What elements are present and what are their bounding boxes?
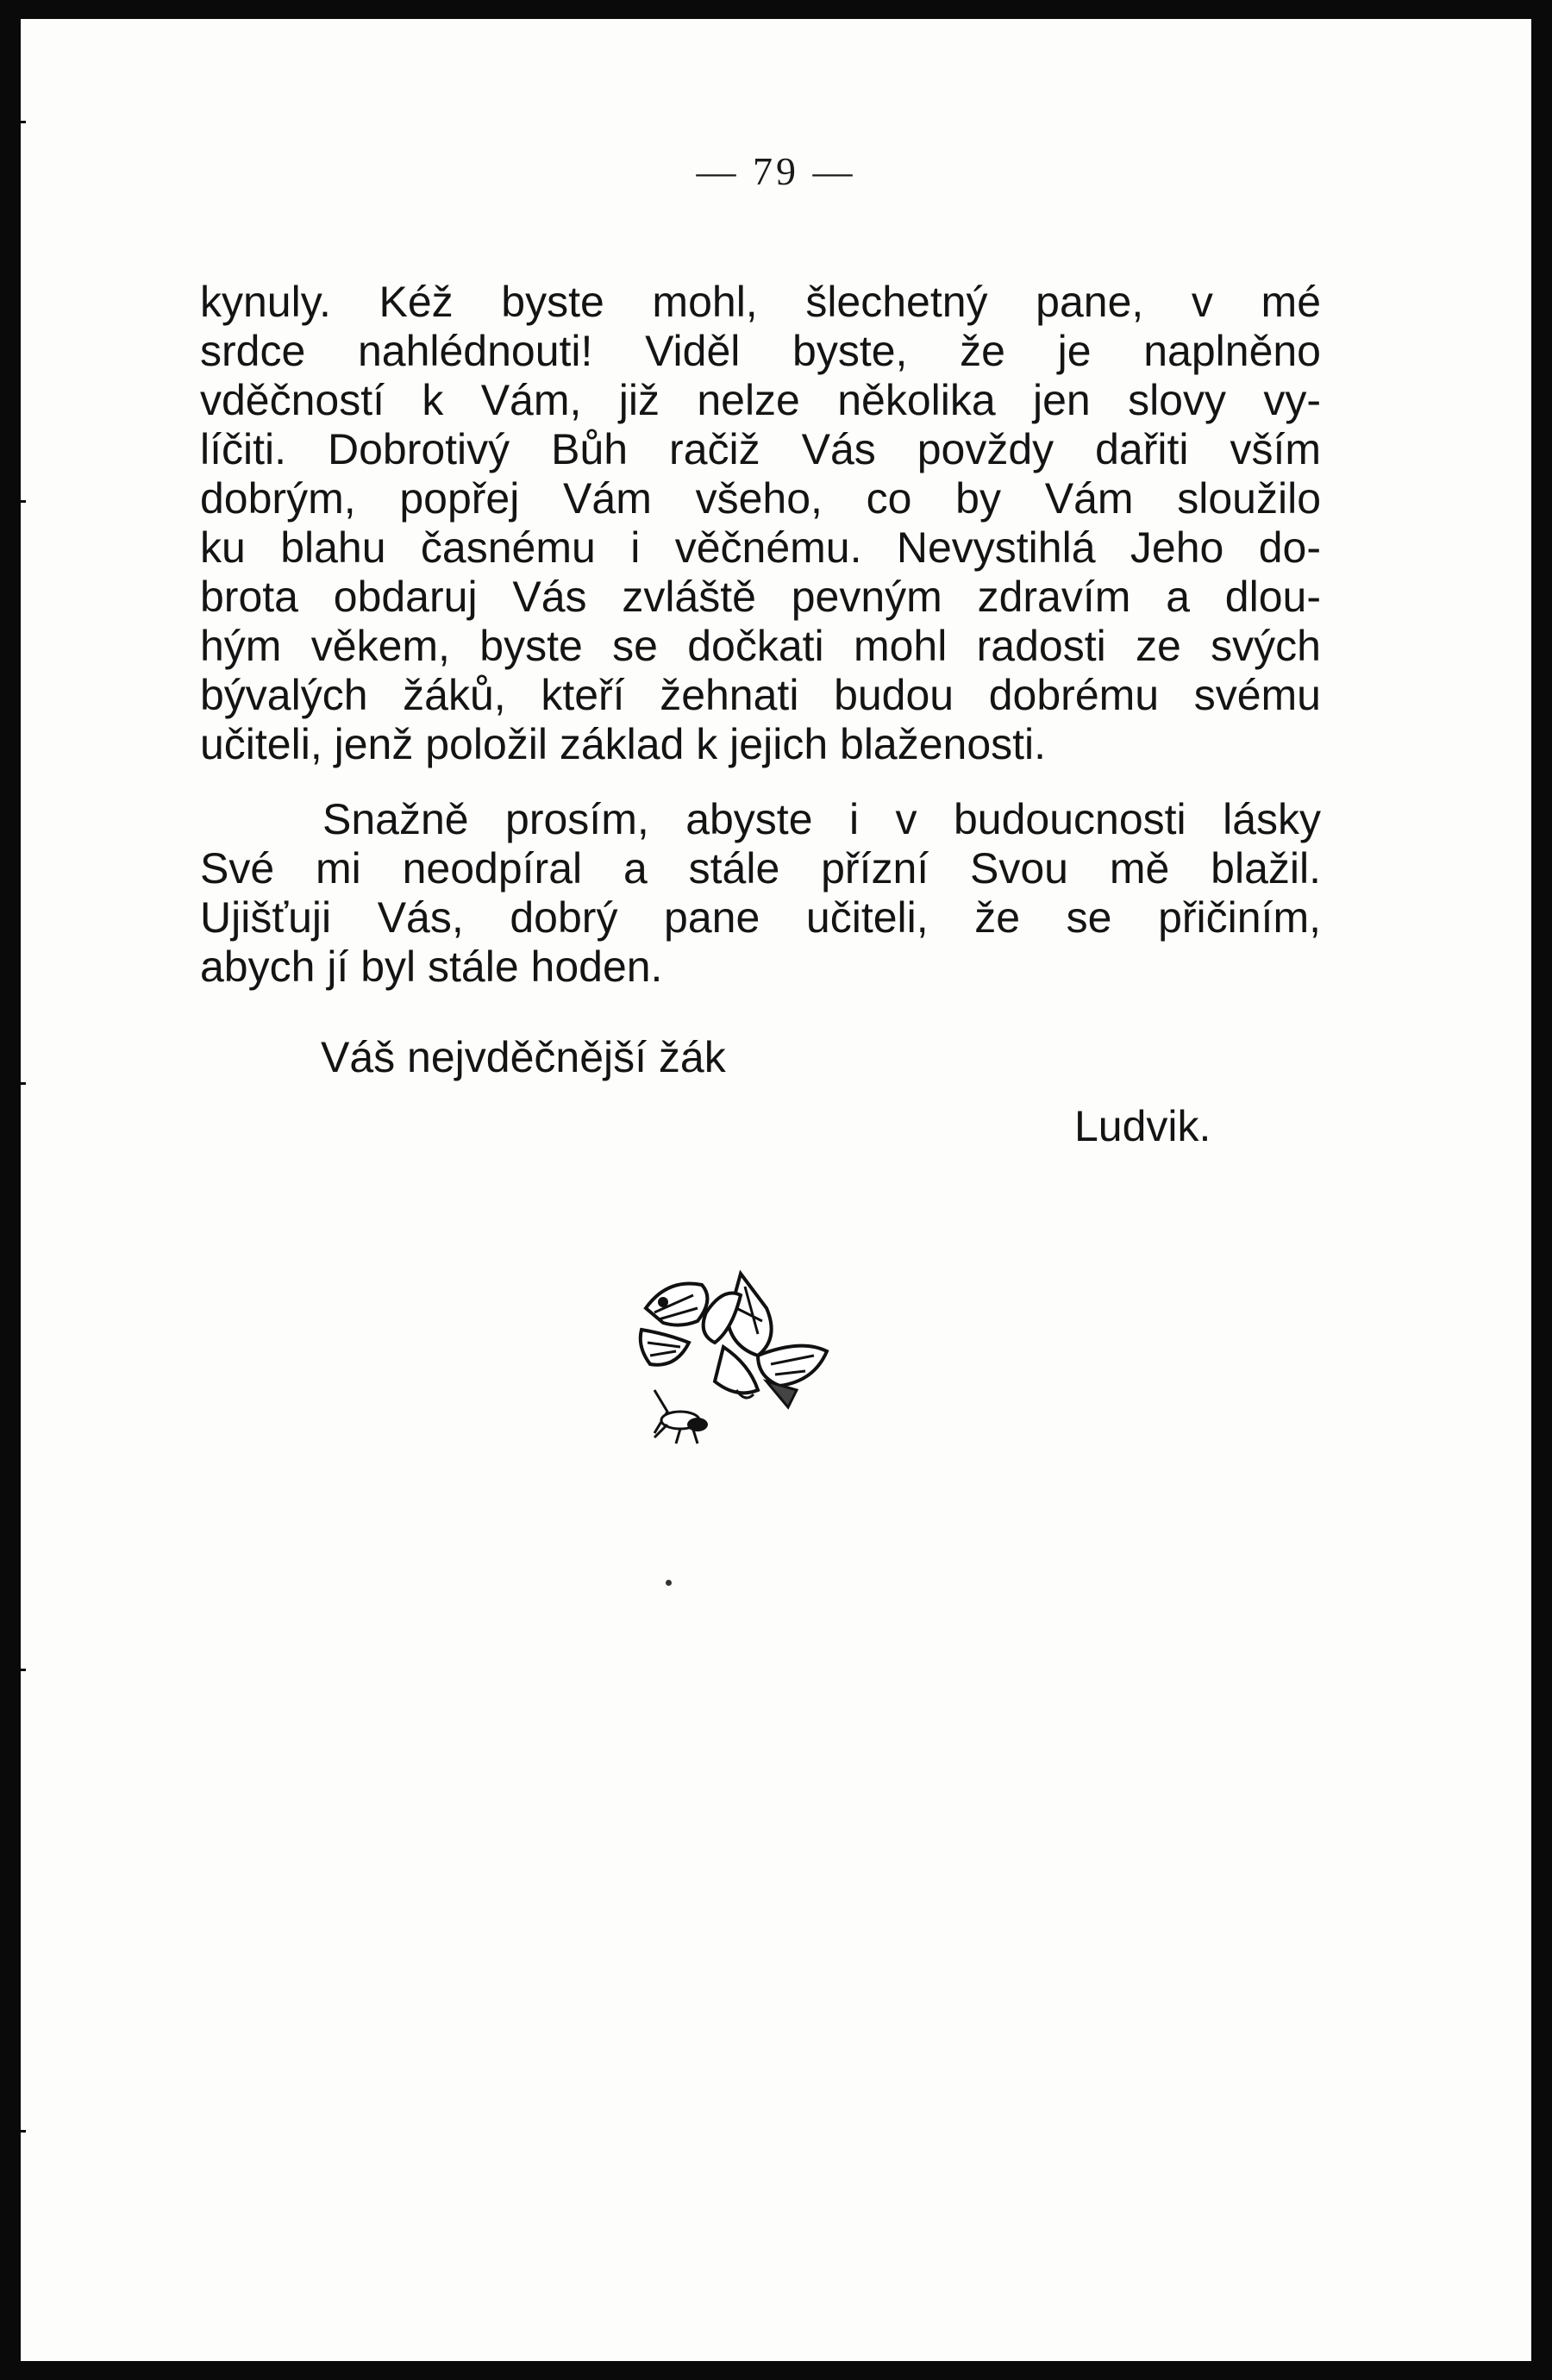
scan-border-left: [0, 0, 21, 2380]
ink-speck: [666, 1580, 672, 1586]
text-line: Své mi neodpíral a stále přízní Svou mě blažil.: [200, 844, 1321, 892]
text-line: abych jí byl stále hoden.: [200, 943, 663, 991]
text-line: brota obdaruj Vás zvláště pevným zdravím a dlou-: [200, 573, 1321, 621]
text-line: ku blahu časnému i věčnému. Nevystihlá Jeho do-: [200, 523, 1321, 572]
text-line: kynuly. Kéž byste mohl, šlechetný pane, v mé: [200, 278, 1321, 326]
paragraph-1: [200, 278, 1321, 769]
text-line: bývalých žáků, kteří žehnati budou dobrému svému: [200, 671, 1321, 719]
signature: Ludvik.: [1074, 1102, 1211, 1150]
book-page: [21, 19, 1531, 2361]
paragraph-2: [200, 795, 1321, 992]
scan-border-top: [0, 0, 1552, 19]
text-line: Snažně prosím, abyste i v budoucnosti lásky: [322, 795, 1321, 843]
text-line: líčiti. Dobrotivý Bůh račiž Vás povždy dařiti vším: [200, 425, 1321, 473]
text-line: srdce nahlédnouti! Viděl byste, že je naplněno: [200, 327, 1321, 375]
page-number: — 79 —: [696, 149, 856, 193]
closing-line: Váš nejvděčnější žák: [321, 1033, 726, 1081]
scan-border-bottom: [0, 2361, 1552, 2380]
text-line: hým věkem, byste se dočkati mohl radosti ze svých: [200, 622, 1321, 670]
text-line: Ujišťuji Vás, dobrý pane učiteli, že se přičiním,: [200, 893, 1321, 942]
text-line: dobrým, popřej Vám všeho, co by Vám sloužilo: [200, 474, 1321, 523]
scan-tick: [0, 1669, 26, 1671]
butterflies-vignette-icon: [629, 1261, 853, 1463]
text-line: učiteli, jenž položil základ k jejich blaženosti.: [200, 720, 1047, 768]
scan-tick: [0, 1082, 26, 1085]
scan-tick: [0, 500, 26, 503]
text-line: vděčností k Vám, již nelze několika jen slovy vy-: [200, 376, 1321, 424]
scan-tick: [0, 121, 26, 123]
scan-tick: [0, 2130, 26, 2133]
scan-border-right: [1531, 0, 1552, 2380]
